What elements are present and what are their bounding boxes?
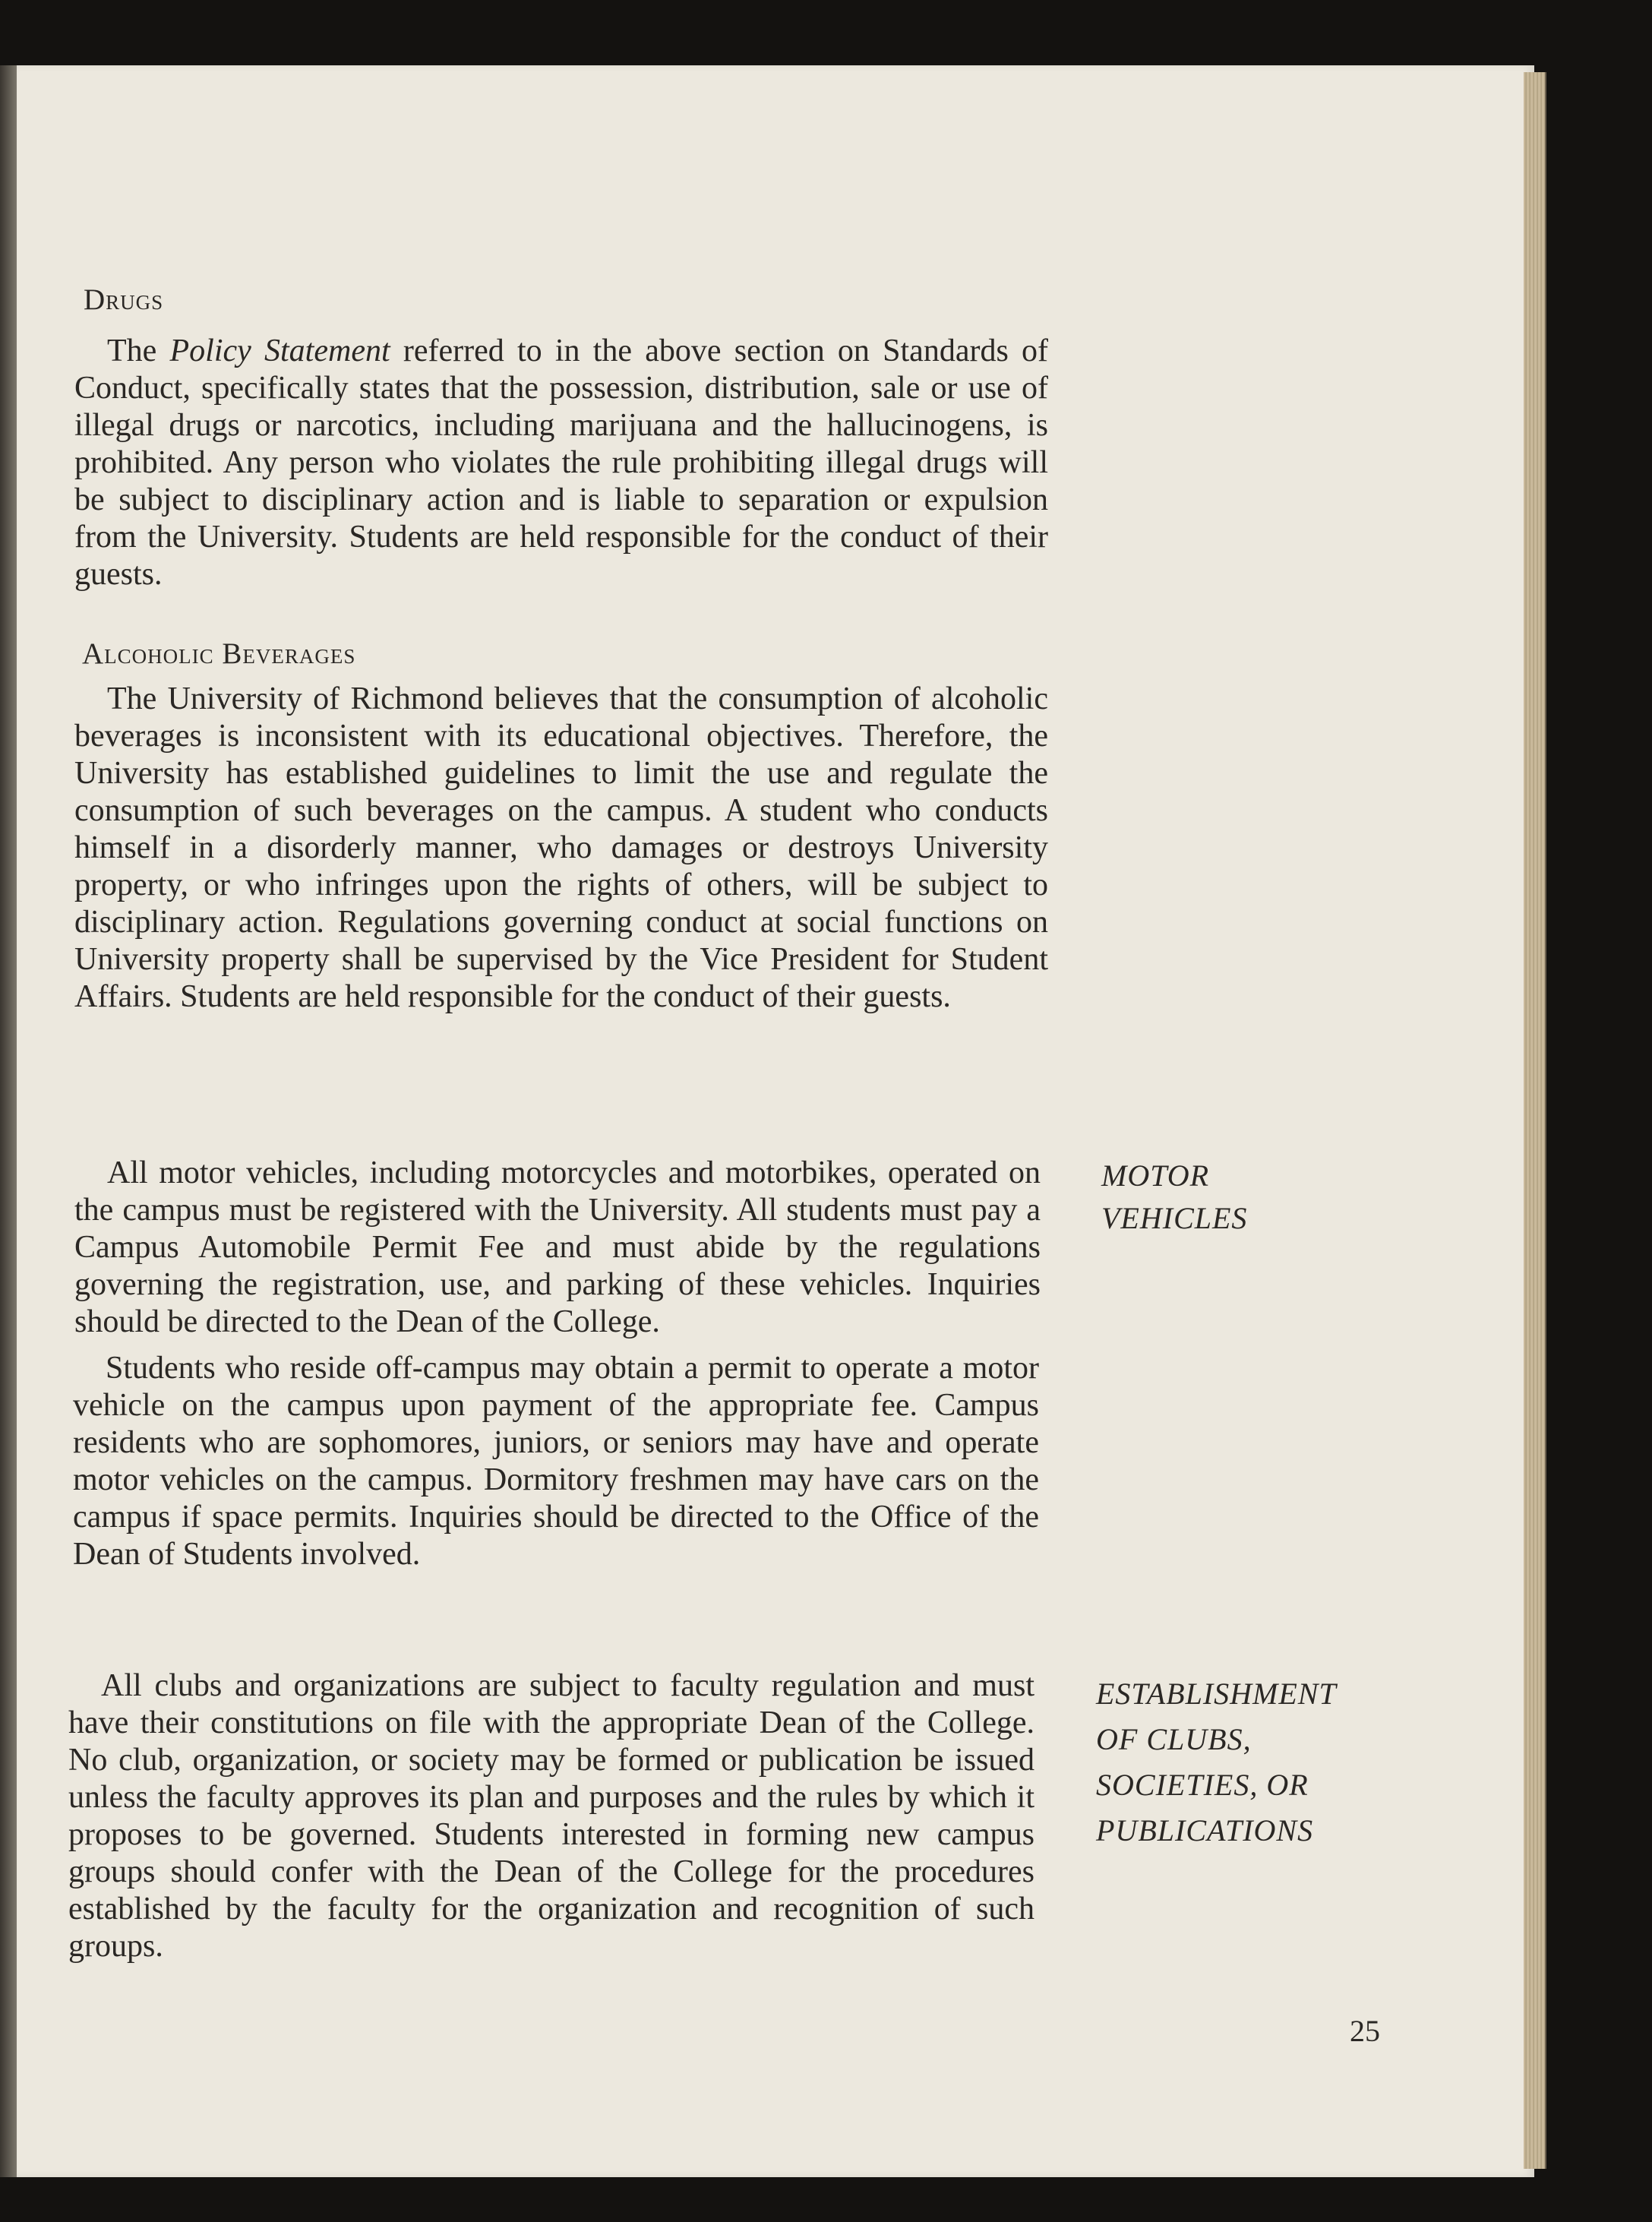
clubs-paragraph: All clubs and organizations are subject to faculty regulation and must have their constitutions on file with the appropriate Dean of the College. No club, organization, or society may be formed or publication be issued unless the faculty approves its plan and purposes and the rules by which it proposes to be governed. Students interested in forming new campus groups should confer with the Dean of the College for the procedures established by the faculty for the organization and recognition of such groups. <box>68 1668 1034 1964</box>
drugs-paragraph-lead: The <box>107 333 170 368</box>
motor-paragraph-2: Students who reside off-campus may obtain a permit to operate a motor vehicle on the campus upon payment of the appropriate fee. Campus residents who are sophomores, juniors, or seniors may have and operate motor vehicles on the campus. Dormitory freshmen may have cars on the campus if space permits. Inquiries should be directed to the Office of the Dean of Students involved. <box>73 1351 1039 1572</box>
motor-vehicles-side-heading <box>1101 1155 1247 1240</box>
clubs-side-line-1: ESTABLISHMENT <box>1096 1677 1337 1711</box>
motor-side-line-2: VEHICLES <box>1101 1201 1248 1235</box>
policy-statement-title: Policy Statement <box>169 333 390 368</box>
clubs-side-line-2: OF CLUBS, <box>1096 1722 1252 1756</box>
page-stack-edge <box>1524 72 1546 2169</box>
alcohol-paragraph: The University of Richmond believes that the consumption of alcoholic beverages is inconsistent with its educational objectives. Therefore, the University has established guidelines to limit the use and regulate the consumption of such beverages on the campus. A student who conducts himself in a disorderly manner, who damages or destroys University property, or who infringes upon the rights of others, will be subject to disciplinary action. Regulations governing conduct at social functions on University property shall be supervised by the Vice President for Student Affairs. Students are held responsible for the conduct of their guests. <box>74 681 1048 1014</box>
clubs-side-line-3: SOCIETIES, OR <box>1096 1768 1309 1802</box>
motor-paragraph-1: All motor vehicles, including motorcycles and motorbikes, operated on the campus must be registered with the University. All students must pay a Campus Automobile Permit Fee and must abide by the regulations governing the registration, use, and parking of these vehicles. Inquiries should be directed to the Dean of the College. <box>74 1155 1041 1339</box>
drugs-paragraph-body: referred to in the above section on Standards of Conduct, specifically states that the possession, distribution, sale or use of illegal drugs or narcotics, including marijuana and the hallucinogens, is prohibited. Any person who violates the rule prohibiting illegal drugs will be subject to disciplinary action and is liable to separation or expulsion from the University. Students are held responsible for the conduct of their guests. <box>74 333 1048 592</box>
clubs-side-heading <box>1096 1671 1337 1854</box>
book-spine-edge <box>0 65 17 2177</box>
drugs-paragraph <box>74 333 1048 593</box>
clubs-side-line-4: PUBLICATIONS <box>1096 1813 1314 1847</box>
alcohol-heading: Alcoholic Beverages <box>82 637 356 670</box>
motor-side-line-1: MOTOR <box>1101 1158 1210 1193</box>
drugs-heading: Drugs <box>84 283 164 316</box>
page-number: 25 <box>1350 2014 1380 2048</box>
